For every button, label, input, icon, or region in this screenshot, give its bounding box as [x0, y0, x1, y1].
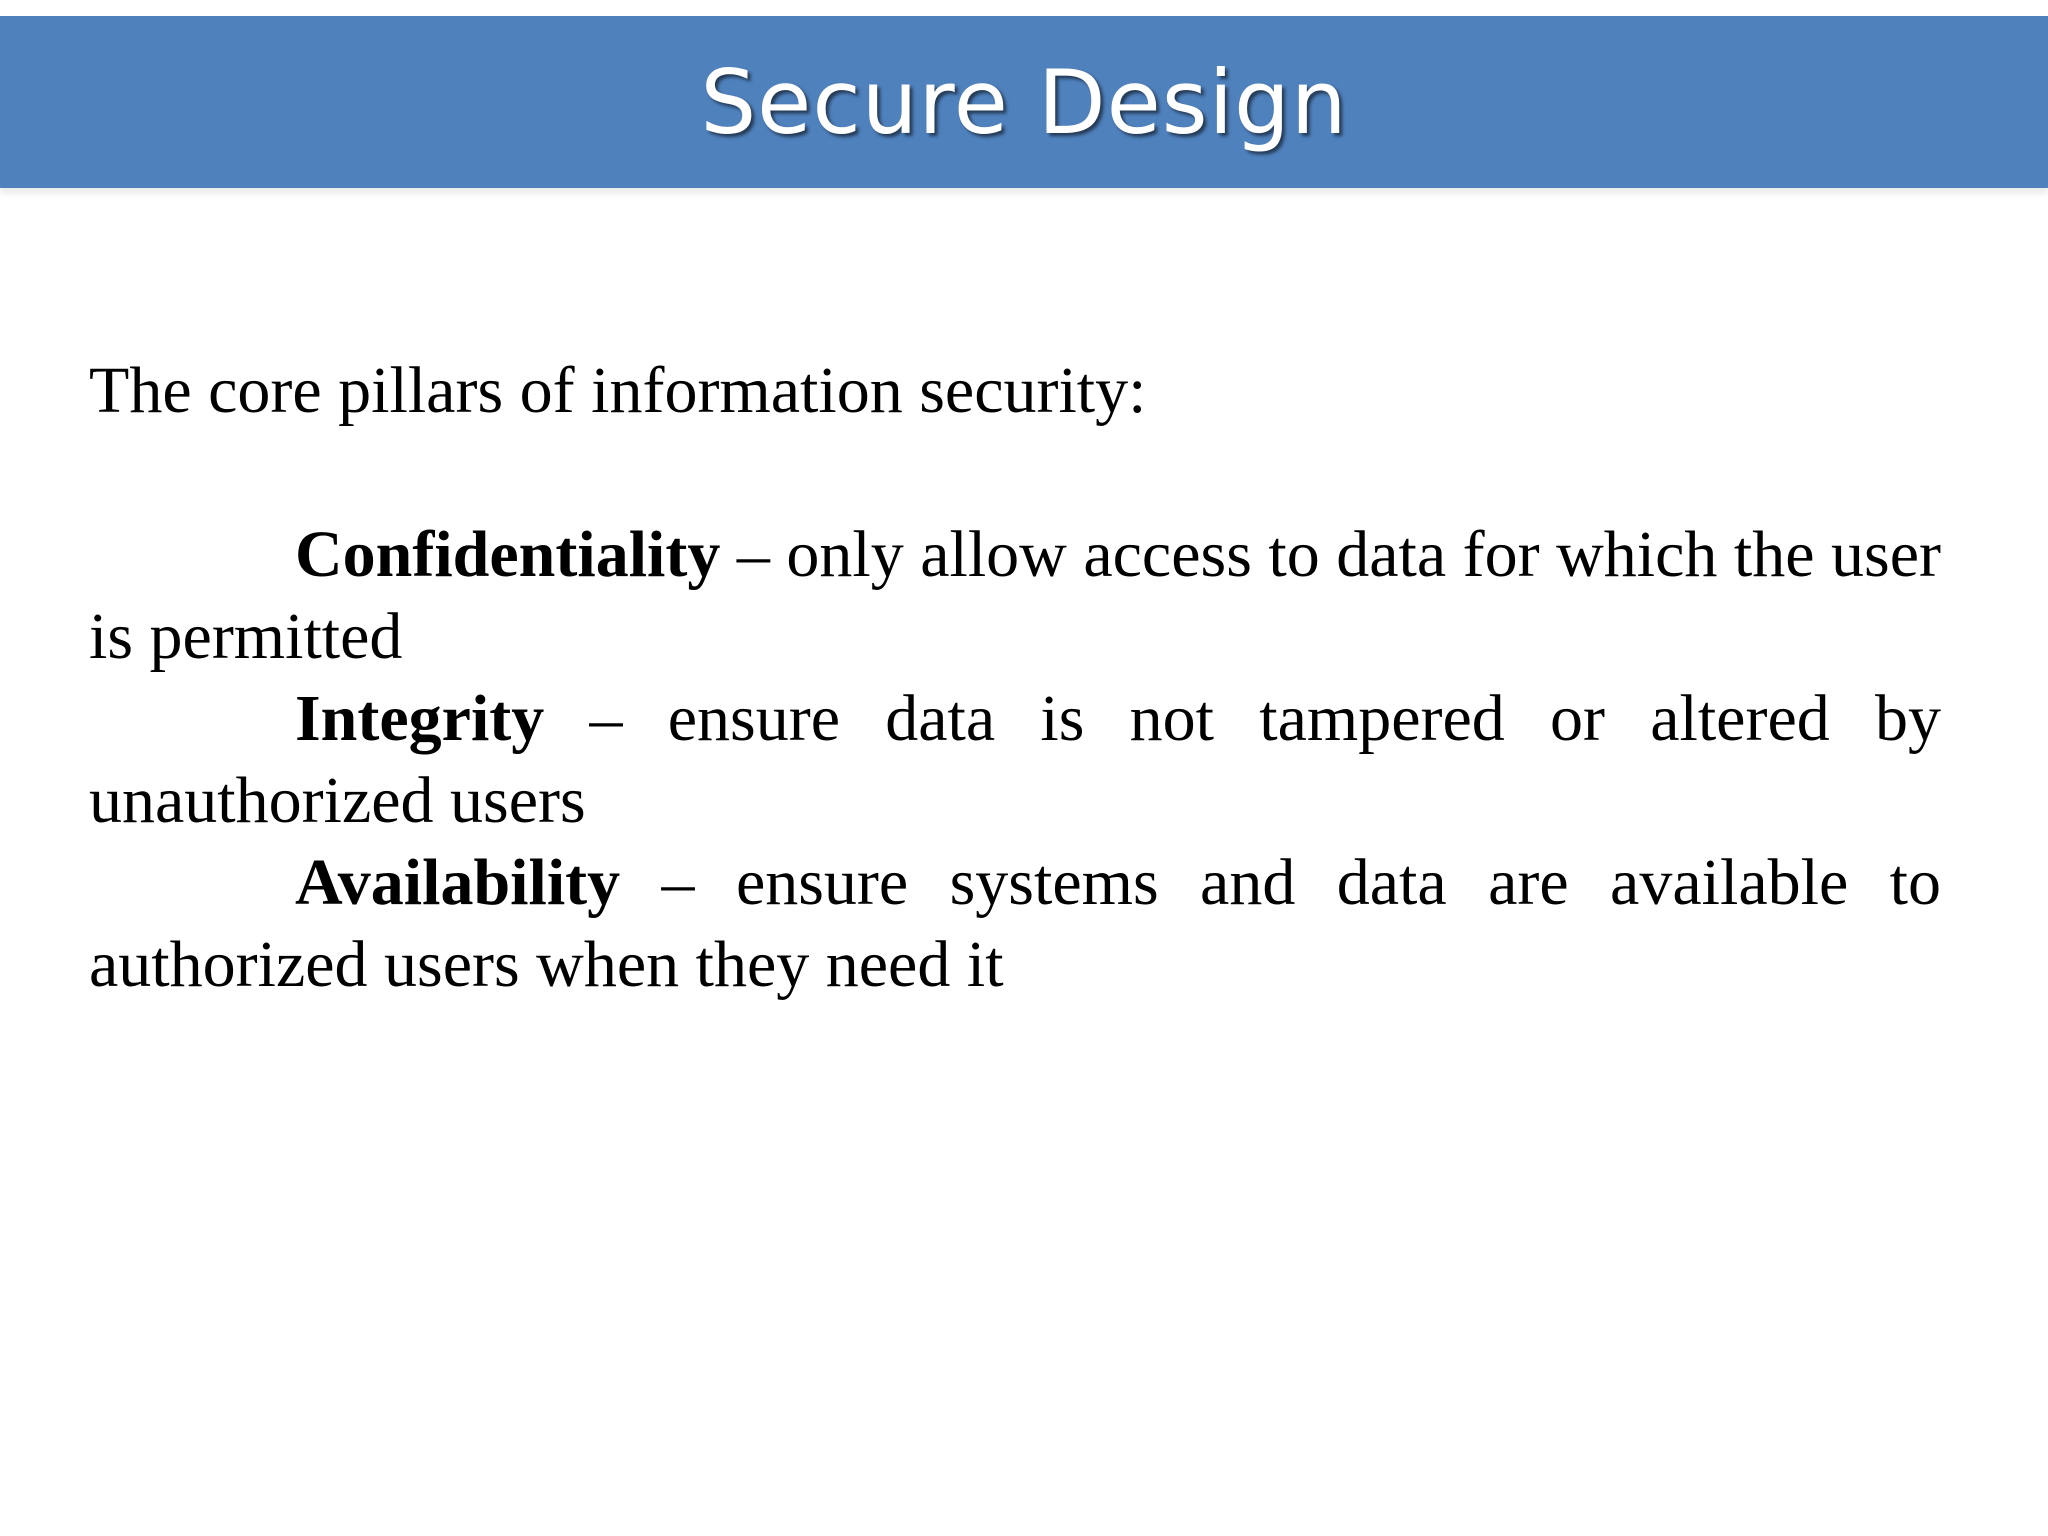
- pillar-integrity: [89, 678, 1941, 842]
- pillar-availability: [89, 842, 1941, 1006]
- pillar-term: Integrity: [295, 682, 545, 755]
- intro-text: The core pillars of information security:: [89, 354, 1147, 427]
- title-bar: [0, 16, 2048, 188]
- pillar-description: – ensure systems and data are available to authorized users when they need it: [89, 846, 1941, 1001]
- slide-body: [89, 350, 1941, 1006]
- pillar-confidentiality: [89, 514, 1941, 678]
- pillar-term: Confidentiality: [295, 518, 721, 591]
- pillar-term: Availability: [295, 846, 621, 919]
- pillar-description: – ensure data is not tampered or altered by unauthorized users: [89, 682, 1941, 837]
- slide-title: Secure Design: [700, 50, 1348, 154]
- pillar-description: – only allow access to data for which the user is permitted: [89, 518, 1941, 673]
